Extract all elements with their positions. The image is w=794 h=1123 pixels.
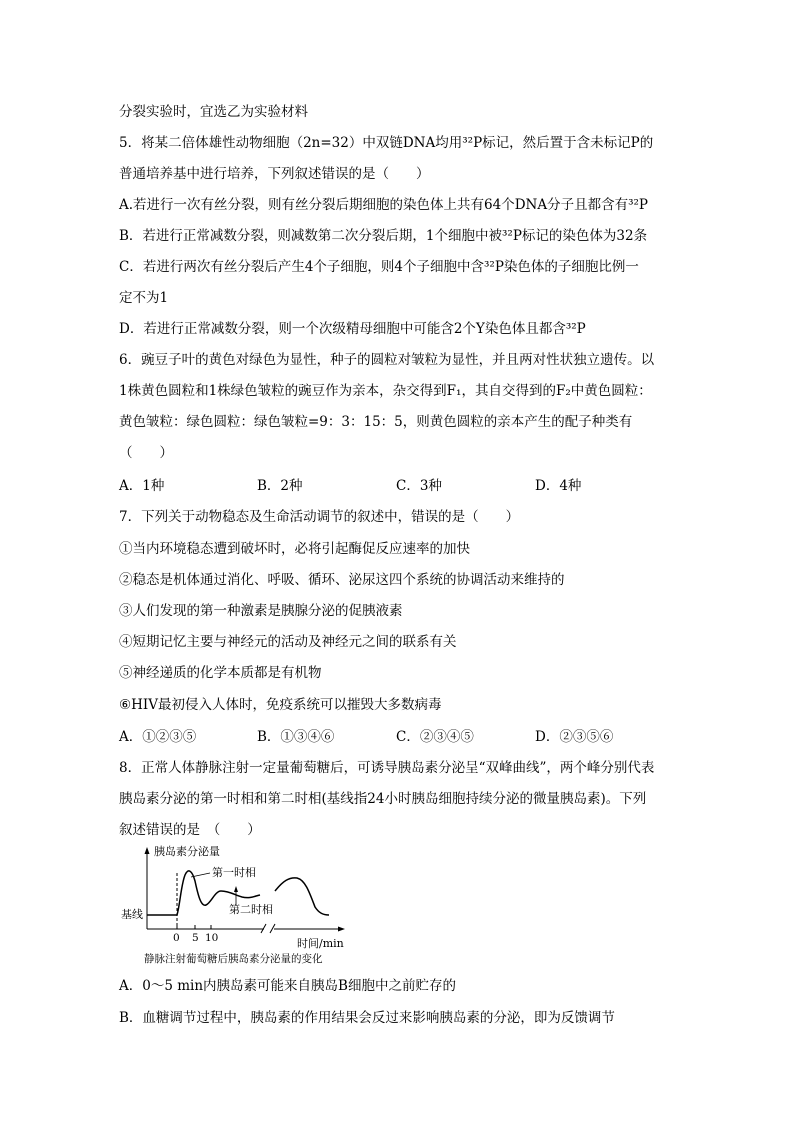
phase1-label: 第一时相 — [212, 866, 256, 879]
q5-option-c-line-2: 定不为1 — [119, 290, 169, 306]
q7-option-b: B．①③④⑥ — [257, 729, 335, 745]
q6-option-c: C．3种 — [396, 478, 442, 494]
q5-stem-line-2: 普通培养基中进行培养，下列叙述错误的是（ ） — [119, 166, 430, 182]
baseline-label: 基线 — [121, 908, 143, 921]
q6-option-b: B．2种 — [257, 478, 303, 494]
q7-item-6: ⑥HIV最初侵入人体时，免疫系统可以摧毁大多数病毒 — [119, 697, 442, 713]
q6-stem-line-3: 黄色皱粒：绿色圆粒：绿色皱粒=9：3：15：5，则黄色圆粒的亲本产生的配子种类有 — [119, 414, 633, 430]
q7-item-4: ④短期记忆主要与神经元的活动及神经元之间的联系有关 — [119, 634, 457, 650]
tick-label-5: 5 — [192, 932, 199, 944]
insulin-secretion-figure — [117, 843, 347, 973]
tick-label-0: 0 — [173, 932, 180, 944]
q5-option-c-line-1: C．若进行两次有丝分裂后产生4个子细胞，则4个子细胞中含³²P染色体的子细胞比例一 — [119, 259, 639, 275]
tick-label-10: 10 — [205, 932, 219, 944]
q8-stem-line-2: 胰岛素分泌的第一时相和第二时相(基线指24小时胰岛细胞持续分泌的微量胰岛素)。下列 — [119, 791, 647, 807]
q5-option-d: D．若进行正常减数分裂，则一个次级精母细胞中可能含2个Y染色体且都含³²P — [119, 321, 586, 337]
q7-item-3: ③人们发现的第一种激素是胰腺分泌的促胰液素 — [119, 603, 403, 619]
q6-stem-line-4: （ ） — [119, 445, 173, 461]
q8-stem-line-1: 8．正常人体静脉注射一定量葡萄糖后，可诱导胰岛素分泌呈“双峰曲线”，两个峰分别代表 — [119, 760, 655, 776]
phase2-pointer-arrow — [234, 886, 238, 892]
q7-option-c: C．②③④⑤ — [396, 729, 474, 745]
q5-option-b: B．若进行正常减数分裂，则减数第二次分裂后期，1个细胞中被³²P标记的染色体为32条 — [119, 228, 648, 244]
phase2-label: 第二时相 — [229, 903, 273, 916]
q8-option-a: A．0～5 min内胰岛素可能来自胰岛B细胞中之前贮存的 — [119, 978, 456, 994]
q6-stem-line-1: 6．豌豆子叶的黄色对绿色为显性，种子的圆粒对皱粒为显性，并且两对性状独立遗传。以 — [119, 352, 655, 368]
q6-option-d: D．4种 — [535, 478, 582, 494]
x-axis-arrow — [338, 927, 345, 932]
q7-stem: 7．下列关于动物稳态及生命活动调节的叙述中，错误的是（ ） — [119, 509, 520, 525]
insulin-curve-right — [275, 878, 329, 915]
y-axis-label: 胰岛素分泌量 — [154, 845, 220, 858]
y-axis-arrow — [145, 847, 150, 854]
q7-item-1: ①当内环境稳态遭到破坏时，必将引起酶促反应速率的加快 — [119, 541, 470, 557]
q5-stem-line-1: 5．将某二倍体雄性动物细胞（2n=32）中双链DNA均用³²P标记，然后置于含未标记P的 — [119, 135, 654, 151]
phase1-pointer — [191, 873, 210, 877]
q6-stem-line-2: 1株黄色圆粒和1株绿色皱粒的豌豆作为亲本，杂交得到F₁，其自交得到的F₂中黄色圆粒： — [119, 383, 652, 399]
q7-item-2: ②稳态是机体通过消化、呼吸、循环、泌尿这四个系统的协调活动来维持的 — [119, 572, 565, 588]
q6-option-a: A．1种 — [119, 478, 165, 494]
q7-option-a: A．①②③⑤ — [119, 729, 197, 745]
q7-item-5: ⑤神经递质的化学本质都是有机物 — [119, 665, 322, 681]
q4-tail-line: 分裂实验时，宜选乙为实验材料 — [119, 104, 308, 120]
q7-option-d: D．②③⑤⑥ — [535, 729, 614, 745]
x-axis-label: 时间/min — [297, 937, 344, 950]
q8-stem-line-3: 叙述错误的是 （ ） — [119, 822, 261, 838]
figure-caption: 静脉注射葡萄糖后胰岛素分泌量的变化 — [144, 953, 323, 965]
q8-option-b: B．血糖调节过程中，胰岛素的作用结果会反过来影响胰岛素的分泌，即为反馈调节 — [119, 1010, 615, 1026]
q5-option-a: A.若进行一次有丝分裂，则有丝分裂后期细胞的染色体上共有64个DNA分子且都含有³²P — [119, 197, 649, 213]
